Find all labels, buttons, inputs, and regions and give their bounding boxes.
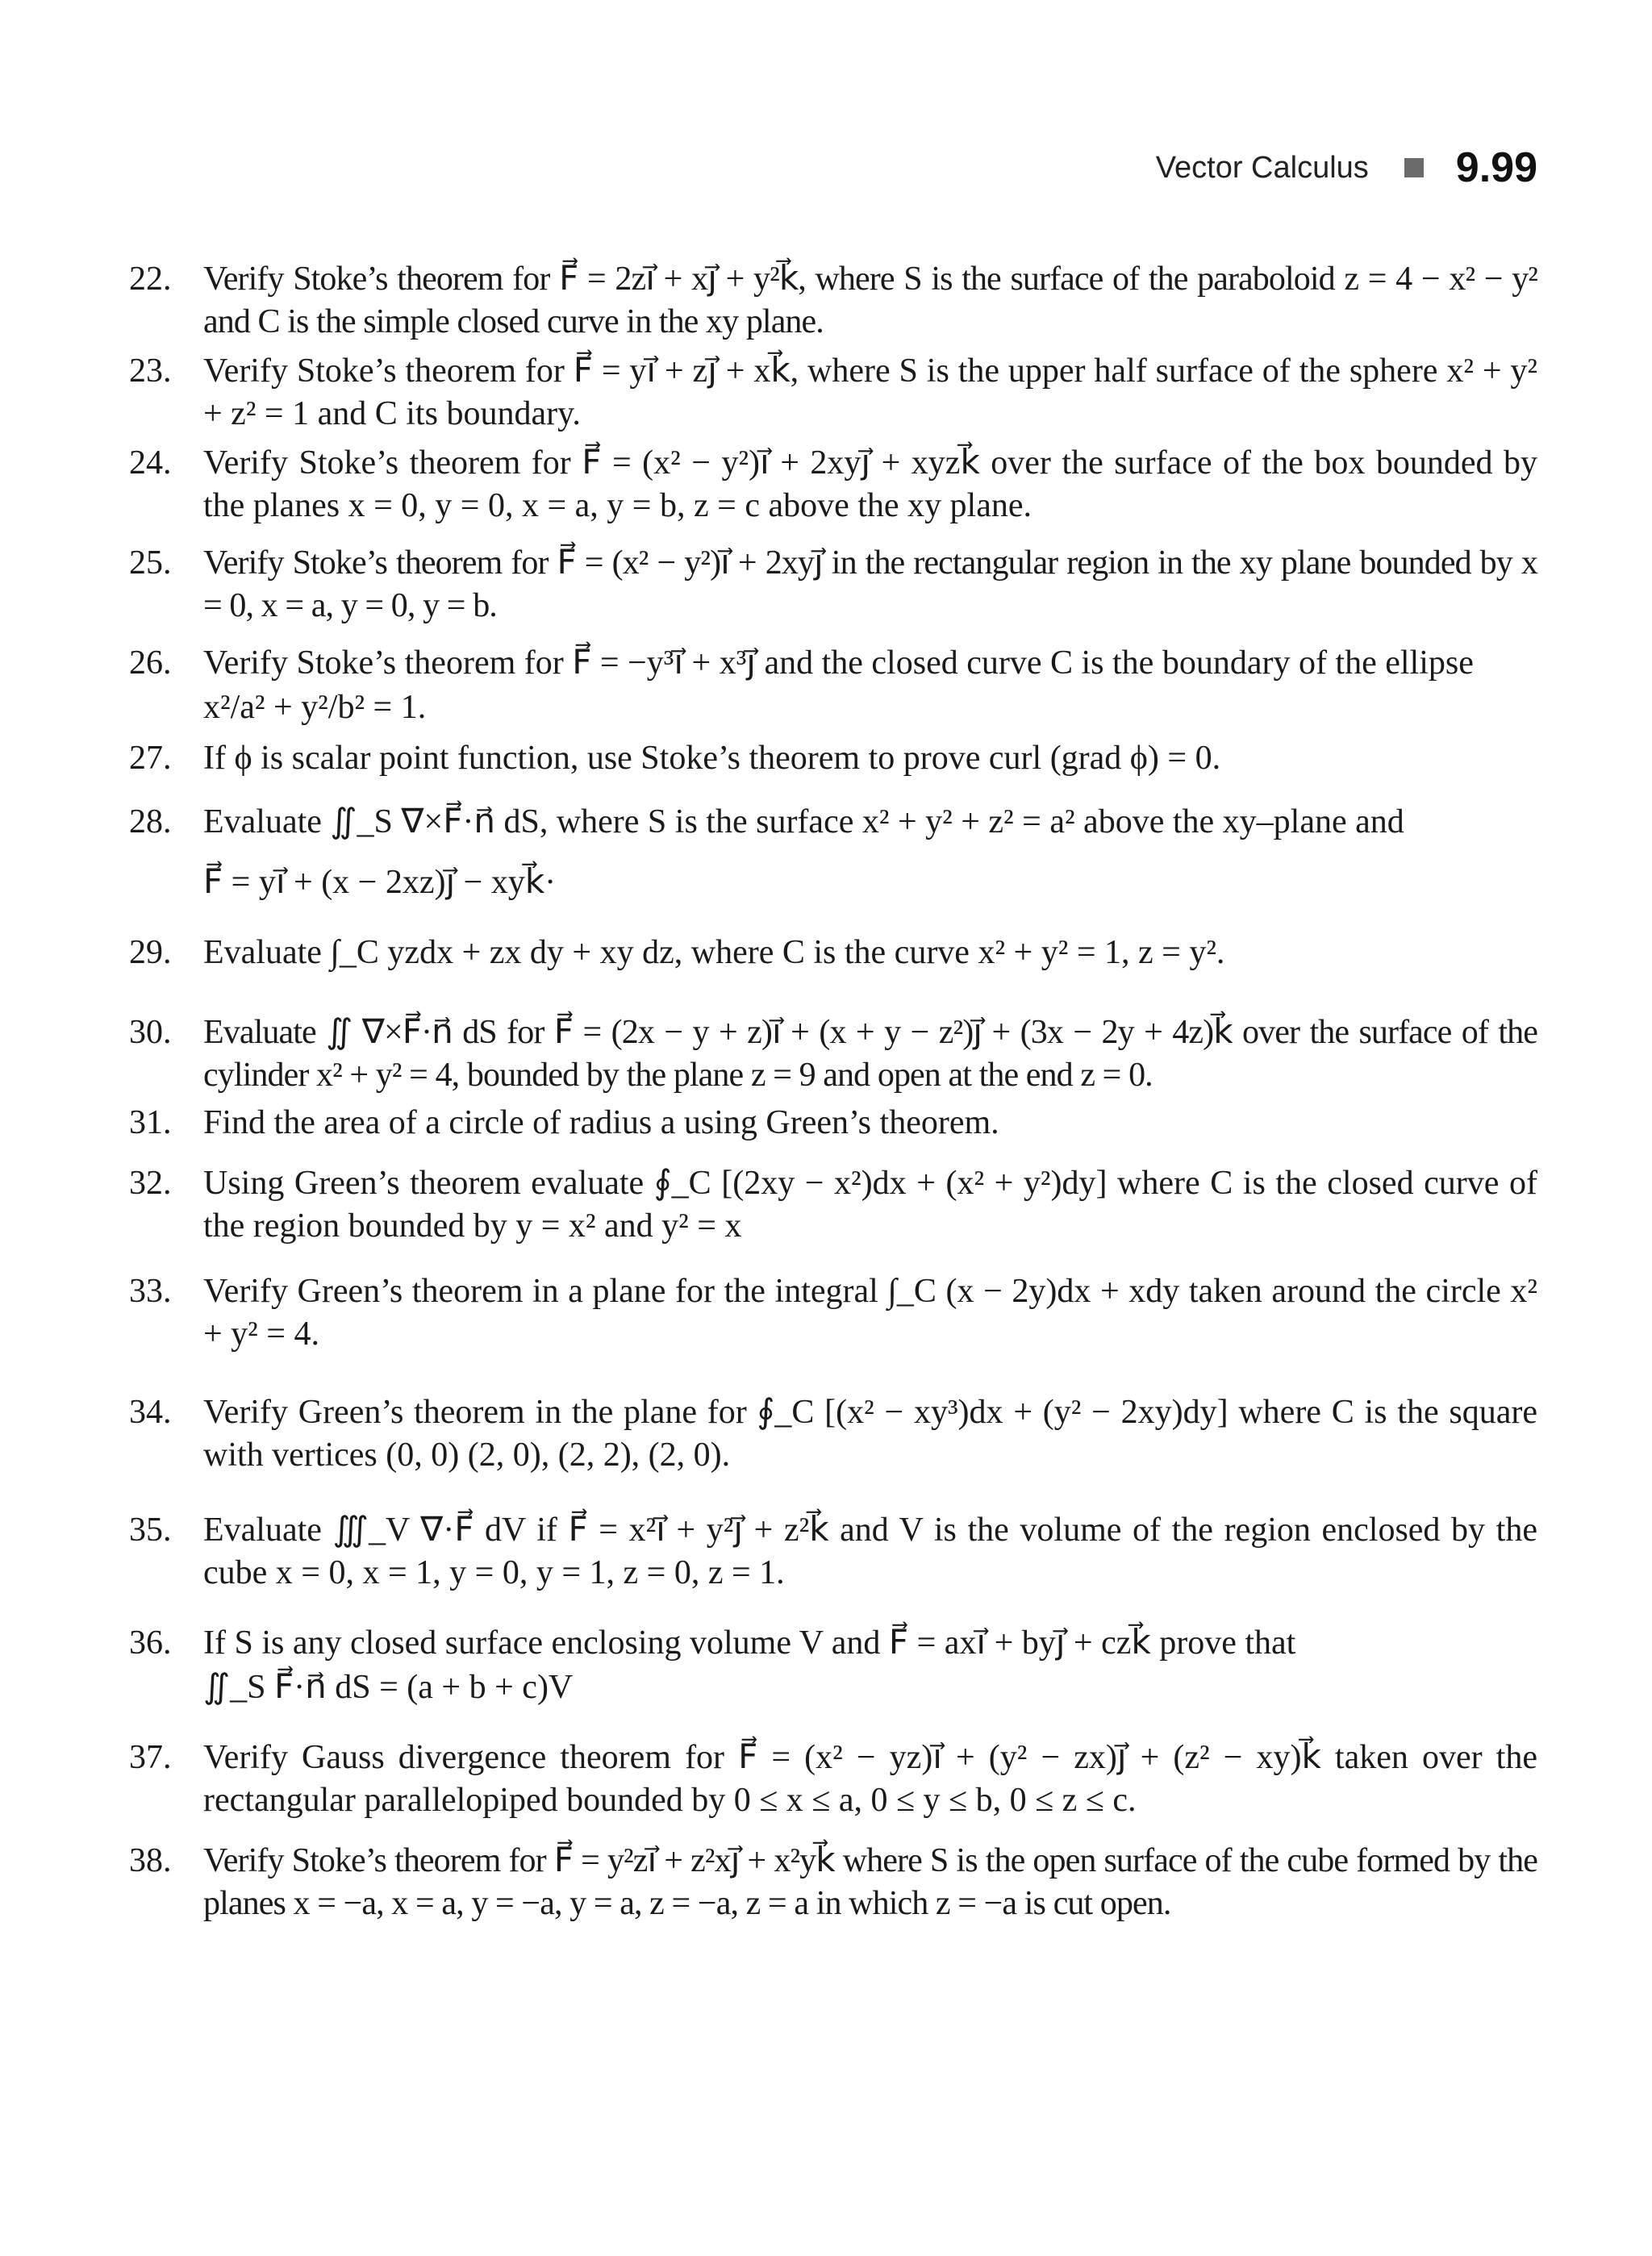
exercise-text: Verify Stoke’s theorem for F⃗ = −y³i⃗ + x³j⃗ and the closed curve C is the boundary of the ellipse	[203, 644, 1474, 682]
vector-field-formula: F⃗ = yi⃗ + (x − 2xz)j⃗ − xyk⃗·	[203, 864, 557, 901]
exercise-number: 35.	[129, 1512, 172, 1549]
exercise-item	[129, 642, 1537, 729]
exercise-number: 36.	[129, 1624, 172, 1662]
exercise-item	[129, 542, 1537, 628]
exercise-item	[129, 1391, 1537, 1477]
exercise-number: 24.	[129, 444, 172, 482]
section-title: Vector Calculus	[1155, 150, 1369, 185]
exercise-number: 31.	[129, 1104, 172, 1141]
exercise-text: Verify Gauss divergence theorem for F⃗ = (x² − yz)i⃗ + (y² − zx)j⃗ + (z² − xy)k⃗ taken over the rectangular parallelopiped bounded by 0 ≤ x ≤ a, 0 ≤ y ≤ b, 0 ≤ z ≤ c.	[203, 1739, 1537, 1819]
exercise-item	[129, 1622, 1537, 1709]
exercise-text: Verify Stoke’s theorem for F⃗ = y²zi⃗ + z²xj⃗ + x²yk⃗ where S is the open surface of the cube formed by the planes x = −a, x = a, y = −a, y = a, z = −a, z = a in which z = −a is cut open.	[203, 1842, 1537, 1922]
flux-formula: ∬_S F⃗·n⃗ dS = (a + b + c)V	[203, 1669, 574, 1706]
exercise-number: 29.	[129, 934, 172, 971]
exercise-text: Verify Green’s theorem in the plane for ∮_C [(x² − xy³)dx + (y² − 2xy)dy] where C is the square with vertices (0, 0) (2, 0), (2, 2), (2, 0).	[203, 1394, 1537, 1474]
exercise-text: Verify Stoke’s theorem for F⃗ = yi⃗ + zj⃗ + xk⃗, where S is the upper half surface of the sphere x² + y² + z² = 1 and C its boundary.	[203, 352, 1537, 432]
exercise-text: Evaluate ∭_V ∇·F⃗ dV if F⃗ = x²i⃗ + y²j⃗ + z²k⃗ and V is the volume of the region enclosed by the cube x = 0, x = 1, y = 0, y = 1, z = 0, z = 1.	[203, 1512, 1537, 1591]
exercise-item	[129, 1011, 1537, 1097]
exercise-item	[129, 1840, 1537, 1925]
exercise-number: 27.	[129, 740, 172, 777]
exercise-number: 25.	[129, 544, 172, 582]
exercise-text: Using Green’s theorem evaluate ∮_C [(2xy − x²)dx + (x² + y²)dy] where C is the closed curve of the region bounded by y = x² and y² = x	[203, 1165, 1537, 1245]
exercise-number: 30.	[129, 1014, 172, 1051]
exercise-item	[129, 442, 1537, 528]
exercise-text: Verify Stoke’s theorem for F⃗ = (x² − y²)i⃗ + 2xyj⃗ in the rectangular region in the xy plane bounded by x = 0, x = a, y = 0, y = b.	[203, 544, 1537, 624]
exercise-number: 38.	[129, 1842, 172, 1879]
exercise-number: 26.	[129, 644, 172, 682]
exercise-item	[129, 1102, 1537, 1145]
exercise-list	[129, 258, 1537, 1925]
exercise-text: Find the area of a circle of radius a using Green’s theorem.	[203, 1104, 999, 1141]
exercise-item	[129, 932, 1537, 974]
running-header	[1156, 144, 1537, 192]
page-number: 9.99	[1455, 144, 1537, 191]
exercise-item	[129, 350, 1537, 436]
exercise-text: Verify Green’s theorem in a plane for the integral ∫_C (x − 2y)dx + xdy taken around the circle x² + y² = 4.	[203, 1273, 1537, 1353]
exercise-item	[129, 1162, 1537, 1248]
exercise-number: 33.	[129, 1273, 172, 1310]
exercise-item	[129, 801, 1537, 904]
exercise-text: Evaluate ∬_S ∇×F⃗·n⃗ dS, where S is the surface x² + y² + z² = a² above the xy–plane and	[203, 803, 1404, 840]
exercise-text: If ϕ is scalar point function, use Stoke’s theorem to prove curl (grad ϕ) = 0.	[203, 740, 1221, 777]
exercise-item	[129, 1737, 1537, 1822]
exercise-text: If S is any closed surface enclosing volume V and F⃗ = axi⃗ + byj⃗ + czk⃗ prove that	[203, 1624, 1296, 1662]
exercise-item	[129, 1270, 1537, 1356]
exercise-number: 22.	[129, 261, 172, 298]
exercise-number: 37.	[129, 1739, 172, 1776]
ellipse-equation: x²/a² + y²/b² = 1.	[203, 689, 427, 726]
exercise-number: 34.	[129, 1394, 172, 1431]
exercise-number: 23.	[129, 352, 172, 390]
header-square-bullet-icon	[1404, 158, 1424, 177]
exercise-text: Verify Stoke’s theorem for F⃗ = 2zi⃗ + xj⃗ + y²k⃗, where S is the surface of the paraboloid z = 4 − x² − y² and C is the simple closed curve in the xy plane.	[203, 261, 1537, 340]
exercise-item	[129, 258, 1537, 344]
exercise-item	[129, 1509, 1537, 1595]
exercise-number: 28.	[129, 803, 172, 840]
exercise-number: 32.	[129, 1165, 172, 1202]
exercise-item	[129, 737, 1537, 780]
exercise-text: Verify Stoke’s theorem for F⃗ = (x² − y²)i⃗ + 2xyj⃗ + xyzk⃗ over the surface of the box bounded by the planes x = 0, y = 0, x = a, y = b, z = c above the xy plane.	[203, 444, 1537, 524]
exercise-text: Evaluate ∫_C yzdx + zx dy + xy dz, where C is the curve x² + y² = 1, z = y².	[203, 934, 1225, 971]
exercise-text: Evaluate ∬ ∇×F⃗·n⃗ dS for F⃗ = (2x − y + z)i⃗ + (x + y − z²)j⃗ + (3x − 2y + 4z)k⃗ over the surface of the cylinder x² + y² = 4, bounded by the plane z = 9 and open at the end z = 0.	[203, 1014, 1537, 1094]
